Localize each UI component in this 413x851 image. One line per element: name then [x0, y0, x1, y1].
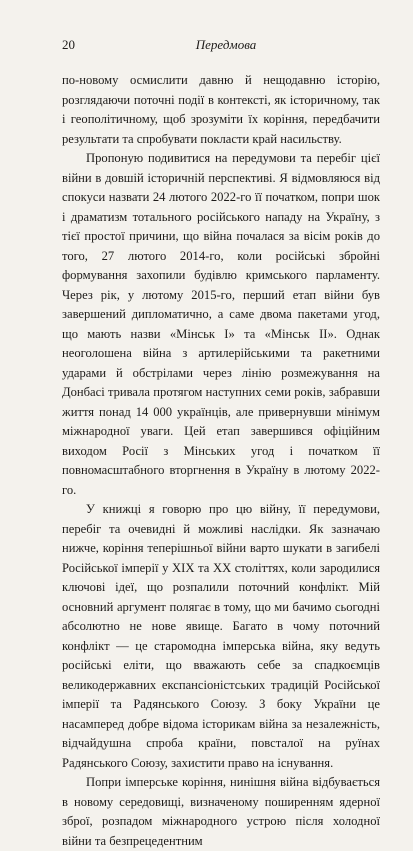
- page-header: [62, 37, 380, 61]
- paragraph: Пропоную подивитися на передумови та перебіг цієї війни в довшій історичній перспективі. Я відмовляюся від спокуси назвати 24 лютого 2022-го її початком, попри шок і драматизм тотального російського нападу на Україну, з тієї простої причини, що війна почалася за вісім років до того, 27 лютого 2014-го, коли російські збройні формування захопили будівлю кримського парламенту. Через рік, у лютому 2015-го, перший етап війни був завершений дипломатично, а саме двома пакетами угод, що мають назви «Мінськ І» та «Мінськ ІІ». Однак неоголошена війна з артилерійськими та ракетними ударами й обстрілами через лінію розмежування на Донбасі тривала протягом наступних семи років, забравши життя понад 14 000 українців, але привернувши мінімум міжнародної уваги. Цей етап завершився офіційним виходом Росії з Мінських угод і початком її повномасштабного вторгнення в Україну в лютому 2022-го.: [62, 151, 380, 497]
- paragraph: Попри імперське коріння, нинішня війна відбувається в новому середовищі, визначеному поширенням ядерної зброї, розпадом міжнародного устрою після холодної війни та безпрецедентним: [62, 775, 380, 848]
- running-head: Передмова: [195, 37, 257, 52]
- page-number: 20: [62, 37, 75, 52]
- paragraph-continued: по-новому осмислити давню й нещодавню історію, розглядаючи поточні події в контексті, як історичному, так і геополітичному, щоб зрозуміти їх коріння, передбачити результати та спробувати покласти край насильству.: [62, 73, 380, 146]
- paragraph: У книжці я говорю про цю війну, її передумови, перебіг та очевидні й можливі наслідки. Як зазначаю нижче, коріння теперішньої війни варто шукати в загибелі Російської імперії у XIX та XX століттях, коли зародилися ключові ідеї, що розпалили поточний конфлікт. Мій основний аргумент полягає в тому, що ми бачимо сьогодні абсолютно не нове явище. Багато в чому поточний конфлікт — це старомодна імперська війна, яку ведуть російські еліти, що вважають себе за спадкоємців великодержавних експансіоністських традицій Російської імперії та Радянського Союзу. З боку України це насамперед добре відома історикам війна за незалежність, відчайдушна спроба країни, повсталої на руїнах Радянського Союзу, захистити право на існування.: [62, 502, 380, 770]
- body-text: [62, 71, 380, 851]
